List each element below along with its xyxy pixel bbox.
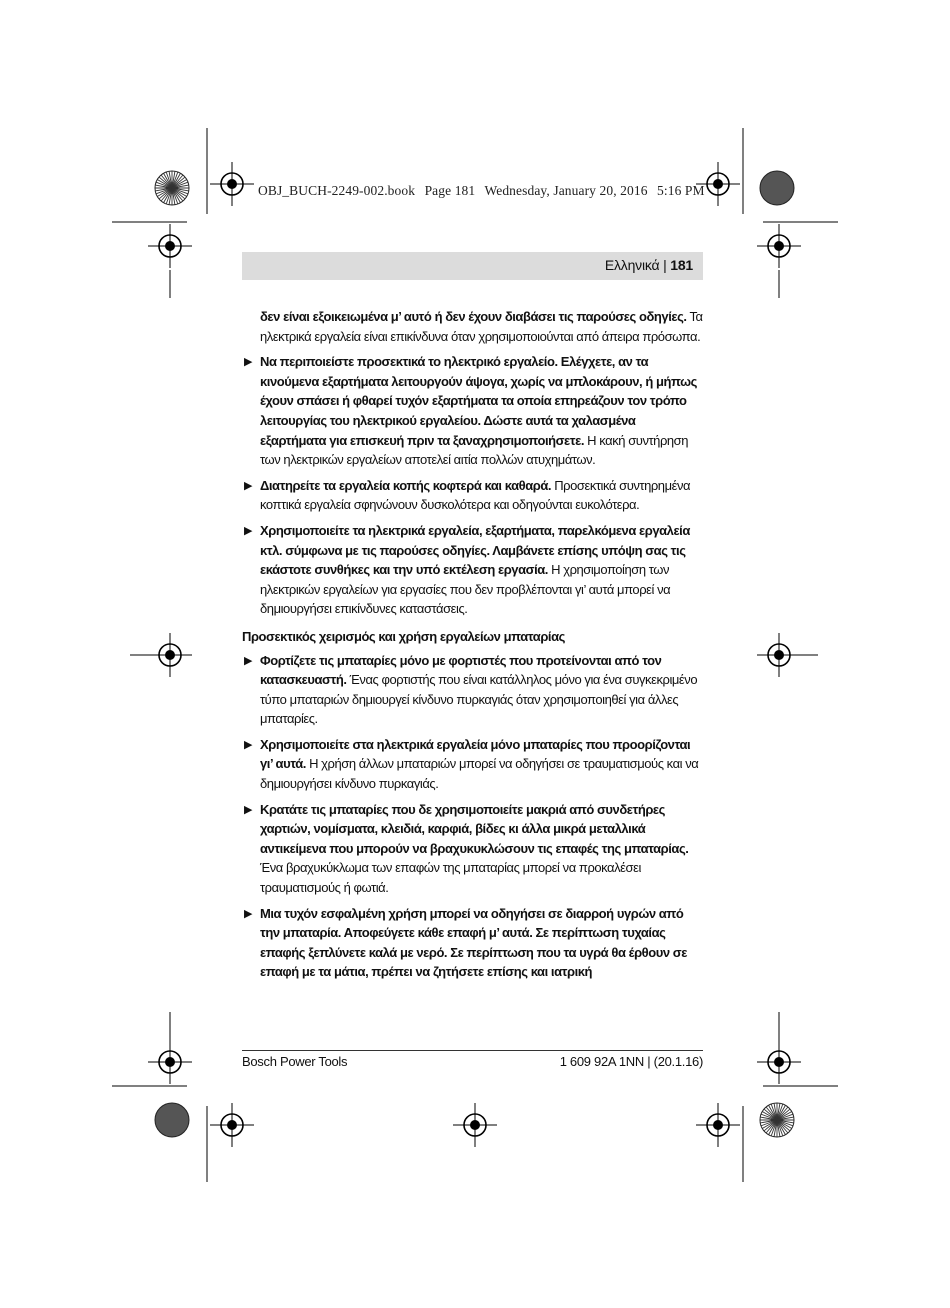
bullet-item: [242, 521, 703, 619]
book-file: OBJ_BUCH-2249-002.book: [258, 183, 416, 198]
bullet-bold: Κρατάτε τις μπαταρίες που δε χρησιμοποιείτε μακριά από συνδετήρες χαρτιών, νομίσματα, κλειδιά, καρφιά, βίδες κι άλλα μικρά μεταλλικά αντικείμενα που μπορούν να βραχυκυκλώσουν τις επαφές της μπαταρίας.: [260, 801, 689, 856]
bullet-text: Προσεκτικά συντηρημένα κοπτικά εργαλεία σφηνώνουν δυσκολότερα και οδηγούνται ευκολότερα.: [260, 477, 691, 513]
print-header: [258, 183, 711, 199]
bullet-bold: Χρησιμοποιείτε τα ηλεκτρικά εργαλεία, εξαρτήματα, παρελκόμενα εργαλεία κτλ. σύμφωνα με τις παρούσες οδηγίες. Λαμβάνετε επίσης υπόψη σας τις εκάστοτε συνθήκες και την υπό εκτέλεση εργασία.: [260, 522, 690, 578]
bullet-triangle-icon: ▶: [244, 803, 253, 816]
intro-text: Τα ηλεκτρικά εργαλεία είναι επικίνδυνα όταν χρησιμοποιούνται από άπειρα πρόσωπα.: [260, 309, 703, 344]
bullet-triangle-icon: ▶: [244, 524, 253, 537]
print-date: Wednesday, January 20, 2016: [484, 183, 648, 198]
language-page: [605, 257, 693, 273]
language-separator: |: [663, 257, 667, 273]
bullet-text: Η χρήση άλλων μπαταριών μπορεί να οδηγήσει σε τραυματισμούς και να δημιουργήσει κίνδυνο πυρκαγιάς.: [260, 756, 699, 792]
bullet-triangle-icon: ▶: [244, 654, 253, 667]
footer-rule: [242, 1050, 703, 1051]
bullet-bold: Διατηρείτε τα εργαλεία κοπής κοφτερά και καθαρά.: [260, 477, 552, 493]
bullet-item: [242, 800, 703, 898]
footer-code: 1 609 92A 1NN | (20.1.16): [559, 1054, 703, 1069]
bullet-text: Η κακή συντήρηση των ηλεκτρικών εργαλείων αποτελεί αιτία πολλών ατυχημάτων.: [260, 432, 689, 468]
bullet-bold: Χρησιμοποιείτε στα ηλεκτρικά εργαλεία μόνο μπαταρίες που προορίζονται γι’ αυτά.: [260, 736, 691, 772]
main-content: [242, 307, 703, 988]
bullet-bold: Φορτίζετε τις μπαταρίες μόνο με φορτιστές που προτείνονται από τον κατασκευαστή.: [260, 652, 662, 688]
language-bar: [242, 252, 703, 280]
print-time: 5:16 PM: [657, 183, 705, 198]
intro-paragraph: [242, 307, 703, 346]
bullet-text: Η χρησιμοποίηση των ηλεκτρικών εργαλείων για εργασίες που δεν προβλέπονται γι’ αυτά μπορεί να δημιουργήσει επικίνδυνες καταστάσεις.: [260, 562, 671, 617]
language-label: Ελληνικά: [604, 257, 660, 273]
page-label: Page 181: [424, 183, 476, 198]
bullet-item: [242, 352, 703, 470]
page-number: 181: [670, 257, 693, 273]
bullet-item: [242, 735, 703, 794]
footer-brand: Bosch Power Tools: [242, 1054, 348, 1069]
section-title: Προσεκτικός χειρισμός και χρήση εργαλείων μπαταρίας: [242, 628, 565, 644]
bullet-text: Ένας φορτιστής που είναι κατάλληλος μόνο για ένα συγκεκριμένο τύπο μπαταριών δημιουργεί κίνδυνο πυρκαγιάς όταν χρησιμοποιηθεί για άλλες μπαταρίες.: [260, 672, 698, 727]
bullet-triangle-icon: ▶: [244, 479, 253, 492]
intro-bold: δεν είναι εξοικειωμένα μ’ αυτό ή δεν έχουν διαβάσει τις παρούσες οδηγίες.: [260, 309, 687, 324]
bullet-triangle-icon: ▶: [244, 907, 253, 920]
bullet-item: [242, 651, 703, 729]
bullet-item: [242, 904, 703, 982]
bullet-triangle-icon: ▶: [244, 738, 253, 751]
bullet-bold: Να περιποιείστε προσεκτικά το ηλεκτρικό εργαλείο. Ελέγχετε, αν τα κινούμενα εξαρτήματα λειτουργούν άψογα, χωρίς να μπλοκάρουν, ή μήπως έχουν σπάσει ή φθαρεί τυχόν εξαρτήματα τα οποία επηρεάζουν τον τρόπο λειτουργίας του ηλεκτρικού εργαλείου. Δώστε αυτά τα χαλασμένα εξαρτήματα για επισκευή πριν τα ξαναχρησιμοποιήσετε.: [260, 354, 697, 448]
bullet-triangle-icon: ▶: [244, 356, 253, 369]
bullet-item: [242, 476, 703, 515]
bullet-bold: Μια τυχόν εσφαλμένη χρήση μπορεί να οδηγήσει σε διαρροή υγρών από την μπαταρία. Αποφεύγετε κάθε επαφή μ’ αυτά. Σε περίπτωση τυχαίας επαφής ξεπλύνετε καλά με νερό. Σε περίπτωση που τα υγρά θα έρθουν σε επαφή με τα μάτια, πρέπει να ζητήσετε επίσης και ιατρική: [260, 905, 687, 980]
bullet-text: Ένα βραχυκύκλωμα των επαφών της μπαταρίας μπορεί να προκαλέσει τραυματισμούς ή φωτιά.: [260, 860, 641, 896]
